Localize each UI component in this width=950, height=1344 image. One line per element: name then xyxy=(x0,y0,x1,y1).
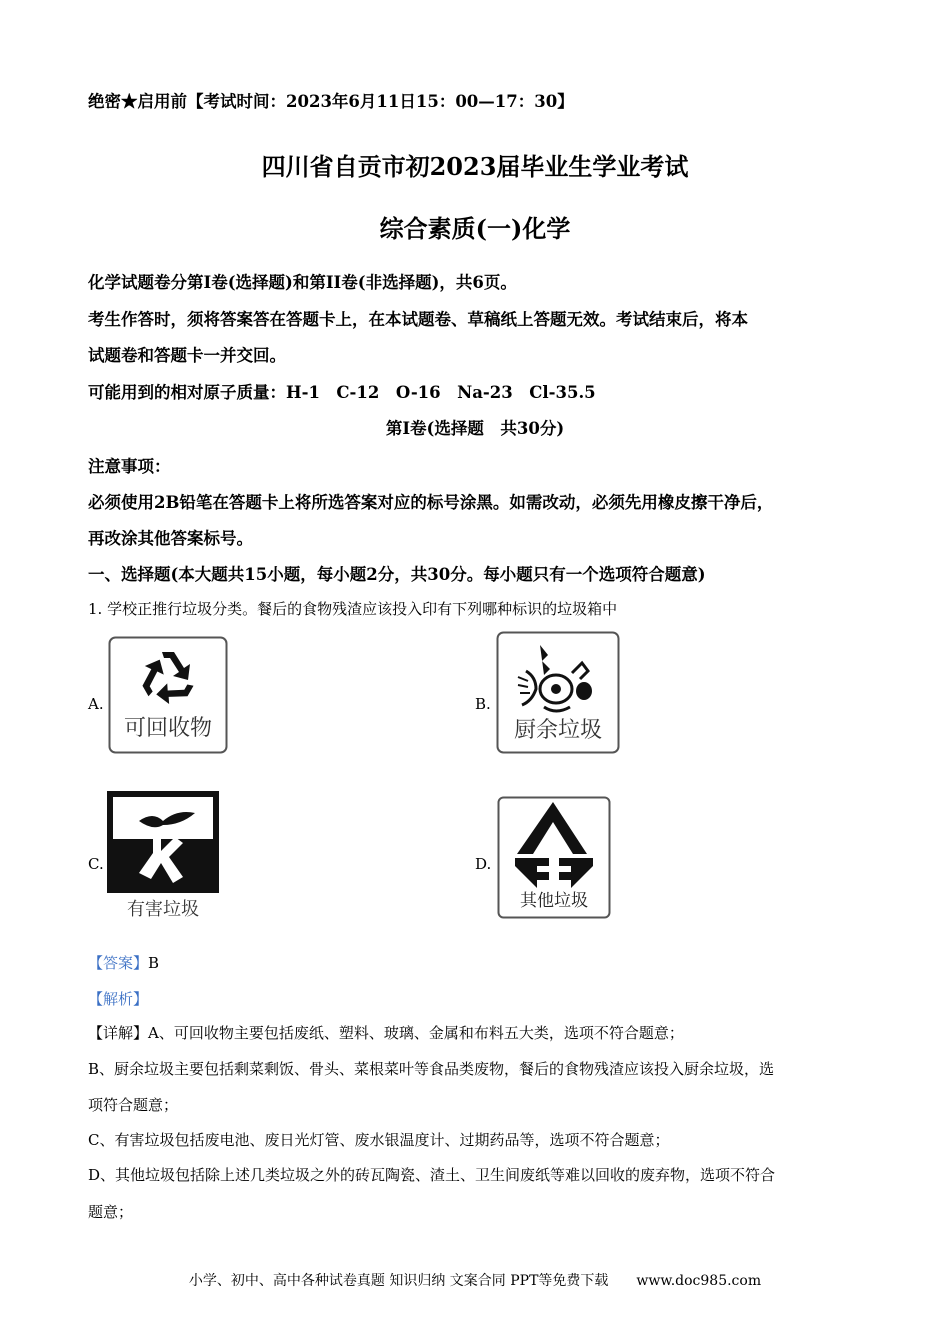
notice-label: 注意事项： xyxy=(88,457,171,476)
atomic-mass-line: 可能用到的相对原子质量：H-1 C-12 O-16 Na-23 Cl-35.5 xyxy=(88,383,596,402)
option-b-caption: 厨余垃圾 xyxy=(513,718,603,743)
answer-value: B xyxy=(148,954,160,972)
part-title: 一、选择题(本大题共15小题，每小题2分，共30分。每小题只有一个选项符合题意) xyxy=(88,565,706,584)
page-subtitle: 综合素质(一)化学 xyxy=(379,214,571,243)
option-d-caption: 其他垃圾 xyxy=(520,891,588,911)
option-b-sign xyxy=(496,631,620,754)
question-stem: 1. 学校正推行垃圾分类。餐后的食物残渣应该投入印有下列哪种标识的垃圾箱中 xyxy=(88,600,618,618)
instruction-line-2: 考生作答时，须将答案答在答题卡上，在本试题卷、草稿纸上答题无效。考试结束后，将本 xyxy=(88,310,748,329)
notice-line-2: 再改涂其他答案标号。 xyxy=(88,529,253,548)
option-a-caption: 可回收物 xyxy=(123,716,213,741)
option-d-letter: D. xyxy=(475,855,492,873)
notice-line-1: 必须使用2B铅笔在答题卡上将所选答案对应的标号涂黑。如需改动，必须先用橡皮擦干净后， xyxy=(88,493,774,512)
detail-line-6: 题意； xyxy=(88,1203,134,1221)
option-c-caption: 有害垃圾 xyxy=(127,899,199,920)
detail-line-1: 【详解】A、可回收物主要包括废纸、塑料、玻璃、金属和布料五大类，选项不符合题意； xyxy=(88,1024,684,1042)
secret-header: 绝密★启用前【考试时间：2023年6月11日15：00—17：30】 xyxy=(88,92,574,111)
instruction-line-3: 试题卷和答题卡一并交回。 xyxy=(88,346,286,365)
answer-line xyxy=(88,952,159,973)
analysis-label: 【解析】 xyxy=(88,990,149,1008)
hazardous-waste-icon xyxy=(108,792,218,892)
page-footer: 小学、初中、高中各种试卷真题 知识归纳 文案合同 PPT等免费下载 www.doc985.com xyxy=(188,1273,762,1289)
detail-line-2: B、厨余垃圾主要包括剩菜剩饭、骨头、菜根菜叶等食品类废物，餐后的食物残渣应该投入厨余垃圾，选 xyxy=(88,1060,775,1078)
instruction-line-1: 化学试题卷分第I卷(选择题)和第II卷(非选择题)，共6页。 xyxy=(88,273,517,292)
detail-line-3: 项符合题意； xyxy=(88,1096,179,1114)
detail-line-5: D、其他垃圾包括除上述几类垃圾之外的砖瓦陶瓷、渣土、卫生间废纸等难以回收的废弃物，选项不符合 xyxy=(88,1166,776,1184)
page-title: 四川省自贡市初2023届毕业生学业考试 xyxy=(261,152,689,181)
option-c-sign xyxy=(107,791,219,921)
answer-label: 【答案】 xyxy=(88,954,149,972)
option-c-letter: C. xyxy=(88,855,104,873)
detail-line-4: C、有害垃圾包括废电池、废日光灯管、废水银温度计、过期药品等，选项不符合题意； xyxy=(88,1131,670,1149)
section-title: 第I卷(选择题 共30分) xyxy=(385,419,565,438)
option-d-sign xyxy=(497,796,611,919)
option-a-sign xyxy=(108,636,228,754)
option-a-letter: A. xyxy=(88,695,104,713)
option-b-letter: B. xyxy=(475,695,491,713)
